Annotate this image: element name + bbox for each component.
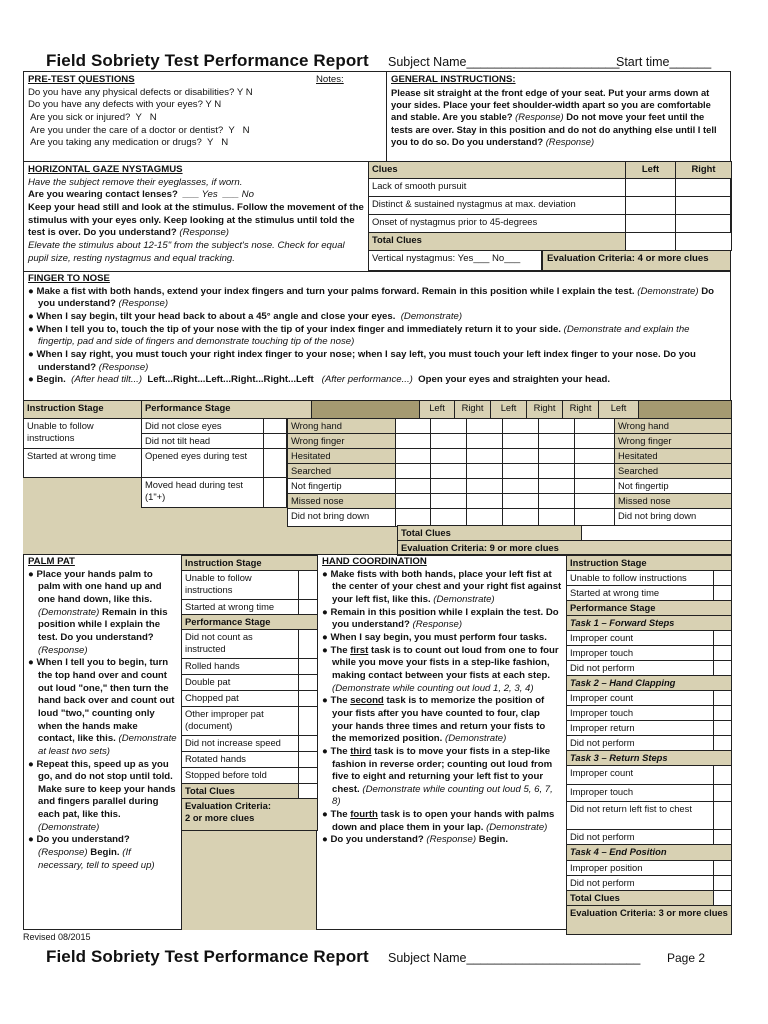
hand-t4-2-check[interactable]	[714, 875, 732, 890]
hand-t2-1: Improper count	[567, 691, 714, 706]
finger-to-nose-section	[24, 272, 730, 400]
palm-heading: PALM PAT	[28, 556, 75, 567]
hand-bullet-5: ● The second task is to memorize the position of your fists after you have counted to four, clap your hands three times and return your fists to the memorized position. (Demonstrate)	[322, 695, 546, 745]
ftn-clue-hesitated-r: Hesitated	[615, 449, 732, 464]
hgn-clue-1: Lack of smooth pursuit	[369, 179, 626, 197]
ftn-perf-1: Did not close eyes	[142, 419, 264, 434]
general-text-2: Do not move your feet until the tests are over. Stay in this position and do not do anything else until I tell you to do so. Do you understand?	[391, 111, 717, 148]
ftn-perf-3: Opened eyes during test	[142, 449, 264, 478]
palm-perf-2-check[interactable]	[299, 659, 318, 675]
ftn-clue-missed-nose: Missed nose	[288, 494, 396, 509]
pretest-heading: PRE-TEST QUESTIONS	[28, 74, 135, 85]
palm-perf-1-check[interactable]	[299, 630, 318, 659]
hand-t2-4-check[interactable]	[714, 736, 732, 751]
ftn-heading: FINGER TO NOSE	[28, 273, 110, 284]
hand-heading: HAND COORDINATION	[322, 556, 427, 567]
ftn-total-table	[397, 525, 732, 556]
pretest-q5: Are you taking any medication or drugs? Y N	[28, 137, 229, 149]
hand-t3-3-check[interactable]	[714, 802, 732, 830]
hand-t2-1-check[interactable]	[714, 691, 732, 706]
hgn-clue-1-right[interactable]	[676, 179, 732, 197]
ftn-clue-grid	[287, 418, 732, 527]
palm-perf-header: Performance Stage	[182, 615, 318, 630]
ftn-clue-wrong-hand: Wrong hand	[288, 419, 396, 434]
palm-perf-6: Did not increase speed	[182, 736, 299, 752]
subject-name-field[interactable]: Subject Name______________________	[388, 55, 620, 69]
hand-t3-2: Improper touch	[567, 785, 714, 802]
ftn-clue-wrong-finger-r: Wrong finger	[615, 434, 732, 449]
palm-instr-header: Instruction Stage	[182, 556, 318, 571]
ftn-bullet-2: ● When I say begin, tilt your head back to about a 45° angle and close your eyes. (Demonstrate)	[28, 310, 463, 322]
pretest-q1: Do you have any physical defects or disabilities? Y N	[28, 86, 253, 98]
hand-bullet-1: ● Make fists with both hands, place your left fist at the center of your chest and your right fist against your left fist, like this. (Demonstrate)	[322, 568, 562, 605]
hand-bullet-2: ● Remain in this position while I explain the test. Do you understand? (Response)	[322, 606, 559, 631]
hgn-clue-1-left[interactable]	[626, 179, 676, 197]
hgn-contacts-answer[interactable]: ___ Yes ___ No	[177, 189, 254, 201]
ftn-clue-hesitated: Hesitated	[288, 449, 396, 464]
hgn-total-left[interactable]	[626, 233, 676, 251]
palm-instr-2: Started at wrong time	[182, 600, 299, 615]
ftn-bullet-4: ● When I say right, you must touch your right index finger to your nose; when I say left, you must touch your left index finger to your nose. Do you understand? (Response)	[28, 348, 696, 373]
ftn-clue-not-fingertip-r: Not fingertip	[615, 479, 732, 494]
palm-perf-2: Rolled hands	[182, 659, 299, 675]
ftn-col-1: Left	[420, 401, 455, 419]
hgn-heading: HORIZONTAL GAZE NYSTAGMUS	[28, 164, 183, 175]
hgn-line1: Have the subject remove their eyeglasses, if worn.	[28, 176, 243, 188]
hand-bullet-7: ● The fourth task is to open your hands with palms down and place them in your lap. (Demonstrate)	[322, 809, 555, 833]
hgn-contacts-question: Are you wearing contact lenses?	[28, 189, 178, 201]
palm-instr-2-check[interactable]	[299, 600, 318, 615]
ftn-perf-4-check[interactable]	[264, 478, 287, 508]
hand-t2-3-check[interactable]	[714, 721, 732, 736]
ftn-instruction-header: Instruction Stage	[24, 401, 142, 419]
palm-bullet-1: ● Place your hands palm to palm with one hand up and one hand down, like this. (Demonstrate) Remain in this position while I explain the test. Do you understand? (Response)	[28, 568, 168, 656]
ftn-perf-1-check[interactable]	[264, 419, 287, 434]
hand-t1-3: Did not perform	[567, 661, 714, 676]
general-instructions	[387, 72, 730, 161]
hand-instr-2: Started at wrong time	[567, 586, 714, 601]
palm-perf-7: Rotated hands	[182, 752, 299, 768]
hand-t4-1-check[interactable]	[714, 860, 732, 875]
page-number: Page 2	[667, 951, 706, 965]
general-text: Please sit straight at the front edge of your seat. Put your arms down at your sides. Place your feet shoulder-width apart so you are comfortable and stable. Are you stable?	[391, 86, 711, 123]
ftn-total-label: Total Clues	[398, 526, 582, 541]
ftn-moved-head-table	[141, 477, 287, 508]
ftn-total-value[interactable]	[582, 526, 732, 541]
hgn-clues-header: Clues	[369, 162, 626, 179]
revised-date: Revised 08/2015	[23, 932, 91, 942]
hgn-clue-2-left[interactable]	[626, 197, 676, 215]
ftn-col-3: Left	[491, 401, 527, 419]
hand-instr-2-check[interactable]	[714, 586, 732, 601]
hand-bullet-6: ● The third task is to move your fists in a step-like fashion in reverse order; counting out loud from five to eight and returning your left fist to your chest. (Demonstrate while counting out loud 5, 6, 7, 8)	[322, 745, 553, 808]
hand-t3-4: Did not perform	[567, 830, 714, 845]
ftn-criteria: Evaluation Criteria: 9 or more clues	[398, 541, 732, 556]
ftn-clue-did-not-bring-down: Did not bring down	[288, 509, 396, 527]
palm-bullet-4: ● Do you understand? (Response) Begin. (If necessary, tell to speed up)	[28, 834, 155, 871]
palm-total-value[interactable]	[299, 784, 318, 799]
palm-perf-4: Chopped pat	[182, 691, 299, 707]
hand-task4: Task 4 – End Position	[567, 845, 732, 860]
hgn-clue-2-right[interactable]	[676, 197, 732, 215]
palm-perf-5-check[interactable]	[299, 707, 318, 736]
palm-perf-4-check[interactable]	[299, 691, 318, 707]
hand-t2-3: Improper return	[567, 721, 714, 736]
palm-perf-1: Did not count as instructed	[182, 630, 299, 659]
ftn-stage-table	[23, 418, 287, 478]
hand-t4-1: Improper position	[567, 860, 714, 875]
ftn-table	[23, 400, 732, 419]
palm-instr-1: Unable to follow instructions	[182, 571, 299, 600]
hand-task1: Task 1 – Forward Steps	[567, 616, 732, 631]
ftn-clue-searched-r: Searched	[615, 464, 732, 479]
palm-pat-section	[24, 555, 181, 930]
hand-t3-2-check[interactable]	[714, 785, 732, 802]
hgn-left-header: Left	[626, 162, 676, 179]
hand-criteria: Evaluation Criteria: 3 or more clues	[567, 905, 732, 934]
footer-title: Field Sobriety Test Performance Report	[46, 947, 369, 966]
general-heading: GENERAL INSTRUCTIONS:	[391, 74, 516, 85]
hand-t1-1: Improper count	[567, 631, 714, 646]
ftn-clue-wrong-hand-r: Wrong hand	[615, 419, 732, 434]
vertical-nystagmus[interactable]: Vertical nystagmus: Yes___ No___	[368, 250, 542, 271]
hand-t3-1-check[interactable]	[714, 766, 732, 785]
palm-perf-5: Other improper pat (document)	[182, 707, 299, 736]
hand-total-label: Total Clues	[567, 890, 714, 905]
palm-table	[181, 555, 318, 831]
hand-coordination-section	[318, 555, 566, 930]
hgn-response: (Response)	[179, 227, 229, 239]
ftn-header-blank	[312, 401, 420, 419]
ftn-perf-2: Did not tilt head	[142, 434, 264, 449]
hand-bullet-3: ● When I say begin, you must perform four tasks.	[322, 631, 547, 643]
pretest-q4: Are you under the care of a doctor or dentist? Y N	[28, 124, 250, 136]
hand-instr-1-check[interactable]	[714, 571, 732, 586]
palm-perf-3: Double pat	[182, 675, 299, 691]
hand-t3-4-check[interactable]	[714, 830, 732, 845]
palm-perf-3-check[interactable]	[299, 675, 318, 691]
general-response-1: (Response)	[515, 111, 564, 123]
hand-t3-1: Improper count	[567, 766, 714, 785]
hand-bullet-4: ● The first task is to count out loud from one to four while you move your fists in a step-like fashion, making contact between your fists at each step. (Demonstrate while counting out loud 1, 2, 3, 4)	[322, 644, 559, 694]
palm-perf-6-check[interactable]	[299, 736, 318, 752]
hgn-clue-2: Distinct & sustained nystagmus at max. deviation	[369, 197, 626, 215]
ftn-bullet-3: ● When I tell you to, touch the tip of your nose with the tip of your index finger and immediately return it to your side. (Demonstrate and explain the fingertip, pad and side of fingers and demonstrate touching tip of the nose)	[28, 323, 690, 348]
hand-t1-1-check[interactable]	[714, 631, 732, 646]
hand-task2: Task 2 – Hand Clapping	[567, 676, 732, 691]
pretest-section	[24, 72, 387, 161]
hgn-right-header: Right	[676, 162, 732, 179]
hand-instr-1: Unable to follow instructions	[567, 571, 714, 586]
ftn-clue-missed-nose-r: Missed nose	[615, 494, 732, 509]
ftn-instr-1: Unable to follow instructions	[24, 419, 142, 449]
hand-perf-header: Performance Stage	[567, 601, 732, 616]
hand-t1-3-check[interactable]	[714, 661, 732, 676]
hgn-clue-3: Onset of nystagmus prior to 45-degrees	[369, 215, 626, 233]
hgn-clue-3-right[interactable]	[676, 215, 732, 233]
hgn-criteria: Evaluation Criteria: 4 or more clues	[542, 250, 731, 271]
palm-bullet-3: ● Repeat this, speed up as you go, and do not stop until told. Make sure to keep your hands and fingers parallel during each pat, like this. (Demonstrate)	[28, 758, 176, 833]
pretest-q3: Are you sick or injured? Y N	[28, 111, 157, 123]
hand-t2-4: Did not perform	[567, 736, 714, 751]
ftn-header-blank-right	[639, 401, 732, 419]
palm-criteria: Evaluation Criteria: 2 or more clues	[182, 799, 318, 831]
ftn-perf-2-check[interactable]	[264, 434, 287, 449]
hand-t2-2-check[interactable]	[714, 706, 732, 721]
start-time-field[interactable]: Start time______	[616, 55, 712, 69]
ftn-clue-did-not-bring-down-r: Did not bring down	[615, 509, 732, 527]
hand-t3-3: Did not return left fist to chest	[567, 802, 714, 830]
ftn-col-5: Right	[563, 401, 599, 419]
hand-t4-2: Did not perform	[567, 875, 714, 890]
page-title: Field Sobriety Test Performance Report	[46, 51, 369, 70]
palm-bullet-2: ● When I tell you to begin, turn the top hand over and count out loud "one," then turn the hand back over and count out loud "two," counting only when the hands make contact, like this. (Demonstrate at least two sets)	[28, 657, 177, 757]
ftn-clue-wrong-finger: Wrong finger	[288, 434, 396, 449]
hand-t1-2-check[interactable]	[714, 646, 732, 661]
hand-t1-2: Improper touch	[567, 646, 714, 661]
hand-t2-2: Improper touch	[567, 706, 714, 721]
ftn-col-4: Right	[527, 401, 563, 419]
palm-perf-8: Stopped before told	[182, 768, 299, 784]
palm-instr-1-check[interactable]	[299, 571, 318, 600]
ftn-clue-searched: Searched	[288, 464, 396, 479]
hgn-instructions: Keep your head still and look at the stimulus. Follow the movement of the stimulus with your eyes only. Keep looking at the stimulus until told the test is over. Do you understand?	[28, 201, 364, 239]
hand-total-value[interactable]	[714, 890, 732, 905]
ftn-instr-2: Started at wrong time	[24, 449, 142, 478]
ftn-bullet-1: ● Make a fist with both hands, extend your index fingers and turn your palms forward. Remain in this position while I explain the test. (Demonstrate) Do you understand? (Response)	[28, 285, 715, 310]
ftn-perf-3-check[interactable]	[264, 449, 287, 478]
hgn-total-right[interactable]	[676, 233, 732, 251]
hgn-line4: Elevate the stimulus about 12-15" from the subject's nose. Check for equal pupil size, resting nystagmus and equal tracking.	[28, 239, 345, 264]
ftn-bullet-5: ● Begin. (After head tilt...) Left...Right...Left...Right...Right...Left (After performance...) Open your eyes and straighten your head.	[28, 374, 611, 386]
notes-label: Notes:	[316, 74, 344, 85]
ftn-col-6: Left	[599, 401, 639, 419]
hand-bullet-8: ● Do you understand? (Response) Begin.	[322, 834, 509, 846]
palm-perf-8-check[interactable]	[299, 768, 318, 784]
ftn-performance-header: Performance Stage	[142, 401, 312, 419]
pretest-q2: Do you have any defects with your eyes? Y N	[28, 99, 222, 111]
hand-task3: Task 3 – Return Steps	[567, 751, 732, 766]
hgn-clue-table	[368, 161, 732, 251]
hgn-clue-3-left[interactable]	[626, 215, 676, 233]
palm-total-label: Total Clues	[182, 784, 299, 799]
hgn-total-label: Total Clues	[369, 233, 626, 251]
ftn-clue-not-fingertip: Not fingertip	[288, 479, 396, 494]
hand-instr-header: Instruction Stage	[567, 556, 732, 571]
ftn-perf-4: Moved head during test (1"+)	[142, 478, 264, 508]
hgn-section	[24, 162, 368, 272]
hand-table	[566, 555, 732, 935]
palm-perf-7-check[interactable]	[299, 752, 318, 768]
footer-subject-field[interactable]: Subject Name_________________________	[388, 951, 641, 965]
general-response-2: (Response)	[545, 136, 595, 148]
ftn-col-2: Right	[455, 401, 491, 419]
